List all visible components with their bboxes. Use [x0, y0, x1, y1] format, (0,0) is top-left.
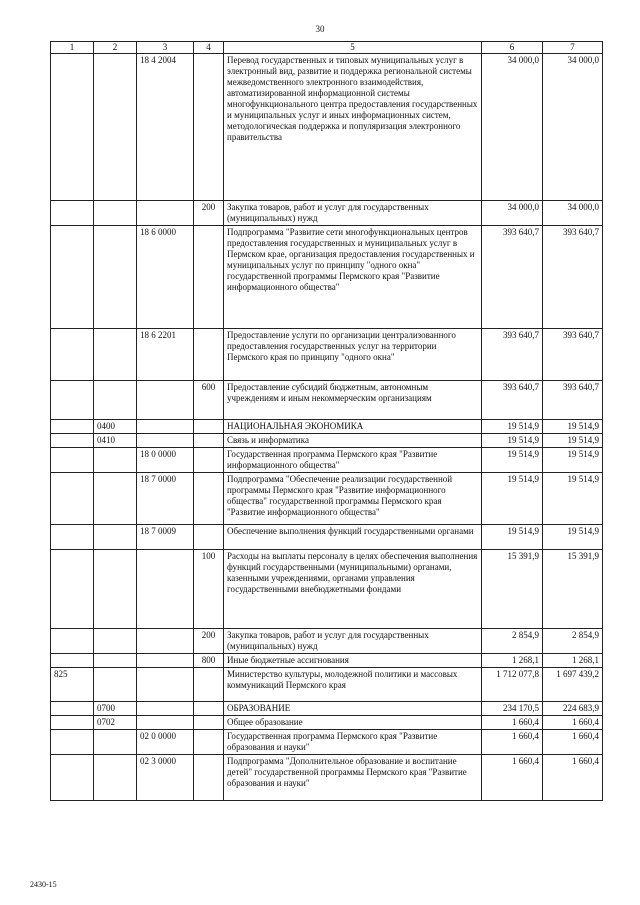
table-row: [51, 448, 603, 473]
table-row: [51, 629, 603, 654]
code-cell-3: 18 6 2201: [137, 329, 194, 381]
page-number: 30: [315, 24, 325, 34]
item-name-cell: Подпрограмма "Дополнительное образование и воспитание детей" государственной программы Пермского края "Развитие образования и науки": [224, 755, 482, 801]
code-cell-2: [94, 550, 137, 629]
column-header: 4: [194, 42, 224, 54]
column-header: 1: [51, 42, 94, 54]
code-cell-4: [194, 755, 224, 801]
code-cell-1: [51, 226, 94, 329]
table-row: [51, 654, 603, 668]
column-header: 3: [137, 42, 194, 54]
amount-cell-7: 19 514,9: [543, 448, 603, 473]
code-cell-1: [51, 730, 94, 755]
amount-cell-7: 1 660,4: [543, 716, 603, 730]
code-cell-1: [51, 329, 94, 381]
table-row: [51, 201, 603, 226]
column-header: 2: [94, 42, 137, 54]
amount-cell-6: 1 268,1: [482, 654, 543, 668]
code-cell-3: 02 0 0000: [137, 730, 194, 755]
code-cell-4: [194, 420, 224, 434]
amount-cell-7: 15 391,9: [543, 550, 603, 629]
table-row: [51, 668, 603, 702]
code-cell-1: [51, 54, 94, 201]
code-cell-3: [137, 716, 194, 730]
code-cell-1: [51, 448, 94, 473]
code-cell-3: 18 7 0000: [137, 473, 194, 525]
code-cell-2: [94, 329, 137, 381]
code-cell-3: [137, 550, 194, 629]
table-header-row: [51, 42, 603, 54]
table-row: [51, 420, 603, 434]
table-row: [51, 716, 603, 730]
code-cell-2: [94, 226, 137, 329]
item-name-cell: Расходы на выплаты персоналу в целях обеспечения выполнения функций государственными (муниципальными) органами, казенными учреждениями, органами управления государственными внебюджетными фондами: [224, 550, 482, 629]
item-name-cell: Обеспечение выполнения функций государственными органами: [224, 525, 482, 550]
amount-cell-7: 1 697 439,2: [543, 668, 603, 702]
code-cell-2: [94, 654, 137, 668]
amount-cell-6: 19 514,9: [482, 525, 543, 550]
item-name-cell: Государственная программа Пермского края "Развитие информационного общества": [224, 448, 482, 473]
code-cell-4: [194, 54, 224, 201]
code-cell-4: [194, 434, 224, 448]
code-cell-4: [194, 668, 224, 702]
amount-cell-6: 19 514,9: [482, 420, 543, 434]
code-cell-2: [94, 525, 137, 550]
amount-cell-7: 19 514,9: [543, 434, 603, 448]
amount-cell-7: 34 000,0: [543, 201, 603, 226]
code-cell-1: [51, 473, 94, 525]
amount-cell-6: 15 391,9: [482, 550, 543, 629]
amount-cell-7: 1 268,1: [543, 654, 603, 668]
budget-table: [50, 41, 603, 801]
amount-cell-7: 19 514,9: [543, 420, 603, 434]
amount-cell-6: 19 514,9: [482, 434, 543, 448]
amount-cell-6: 393 640,7: [482, 381, 543, 420]
table-row: [51, 329, 603, 381]
code-cell-1: [51, 201, 94, 226]
code-cell-3: [137, 654, 194, 668]
code-cell-1: [51, 629, 94, 654]
code-cell-4: 100: [194, 550, 224, 629]
table-row: [51, 381, 603, 420]
item-name-cell: Министерство культуры, молодежной политики и массовых коммуникаций Пермского края: [224, 668, 482, 702]
amount-cell-7: 224 683,9: [543, 702, 603, 716]
item-name-cell: Подпрограмма "Обеспечение реализации государственной программы Пермского края "Развитие информационного общества" государственной программы Пермского края "Развитие информационного общества": [224, 473, 482, 525]
code-cell-1: [51, 716, 94, 730]
code-cell-2: [94, 54, 137, 201]
table-row: [51, 550, 603, 629]
code-cell-4: [194, 730, 224, 755]
code-cell-3: 02 3 0000: [137, 755, 194, 801]
code-cell-3: [137, 381, 194, 420]
code-cell-2: 0400: [94, 420, 137, 434]
item-name-cell: Общее образование: [224, 716, 482, 730]
amount-cell-7: 1 660,4: [543, 755, 603, 801]
code-cell-1: [51, 550, 94, 629]
item-name-cell: Закупка товаров, работ и услуг для государственных (муниципальных) нужд: [224, 629, 482, 654]
code-cell-2: 0700: [94, 702, 137, 716]
amount-cell-7: 393 640,7: [543, 226, 603, 329]
code-cell-1: [51, 654, 94, 668]
table-row: [51, 434, 603, 448]
code-cell-4: 800: [194, 654, 224, 668]
amount-cell-7: 2 854,9: [543, 629, 603, 654]
table-row: [51, 54, 603, 201]
code-cell-3: [137, 702, 194, 716]
amount-cell-7: 34 000,0: [543, 54, 603, 201]
table-row: [51, 525, 603, 550]
code-cell-3: 18 6 0000: [137, 226, 194, 329]
code-cell-2: [94, 381, 137, 420]
code-cell-2: [94, 201, 137, 226]
code-cell-3: [137, 668, 194, 702]
code-cell-3: [137, 420, 194, 434]
code-cell-1: [51, 525, 94, 550]
code-cell-2: 0410: [94, 434, 137, 448]
amount-cell-6: 2 854,9: [482, 629, 543, 654]
amount-cell-6: 1 660,4: [482, 730, 543, 755]
amount-cell-6: 1 712 077,8: [482, 668, 543, 702]
amount-cell-7: 1 660,4: [543, 730, 603, 755]
table-row: [51, 226, 603, 329]
document-code: 2430-15: [30, 880, 57, 889]
code-cell-4: [194, 448, 224, 473]
amount-cell-6: 1 660,4: [482, 716, 543, 730]
amount-cell-6: 393 640,7: [482, 226, 543, 329]
item-name-cell: Закупка товаров, работ и услуг для государственных (муниципальных) нужд: [224, 201, 482, 226]
code-cell-4: [194, 329, 224, 381]
code-cell-2: [94, 730, 137, 755]
code-cell-3: [137, 629, 194, 654]
code-cell-2: [94, 629, 137, 654]
code-cell-2: 0702: [94, 716, 137, 730]
item-name-cell: НАЦИОНАЛЬНАЯ ЭКОНОМИКА: [224, 420, 482, 434]
amount-cell-7: 393 640,7: [543, 381, 603, 420]
code-cell-2: [94, 473, 137, 525]
code-cell-1: [51, 755, 94, 801]
amount-cell-6: 34 000,0: [482, 54, 543, 201]
amount-cell-6: 1 660,4: [482, 755, 543, 801]
item-name-cell: Перевод государственных и типовых муниципальных услуг в электронный вид, развитие и поддержка региональной системы межведомственного электронного взаимодействия, автоматизированной информационной системы многофункционального центра предоставления государственных и муниципальных услуг и иных информационных систем, методологическая поддержка и популяризация электронного правительства: [224, 54, 482, 201]
code-cell-2: [94, 668, 137, 702]
code-cell-4: [194, 525, 224, 550]
table-row: [51, 755, 603, 801]
code-cell-3: [137, 434, 194, 448]
table-row: [51, 473, 603, 525]
code-cell-1: [51, 420, 94, 434]
code-cell-3: 18 4 2004: [137, 54, 194, 201]
amount-cell-6: 19 514,9: [482, 473, 543, 525]
code-cell-4: [194, 702, 224, 716]
amount-cell-6: 234 170,5: [482, 702, 543, 716]
code-cell-2: [94, 755, 137, 801]
code-cell-3: 18 0 0000: [137, 448, 194, 473]
code-cell-4: 200: [194, 201, 224, 226]
item-name-cell: Предоставление субсидий бюджетным, автономным учреждениям и иным некоммерческим организациям: [224, 381, 482, 420]
amount-cell-7: 393 640,7: [543, 329, 603, 381]
table-row: [51, 702, 603, 716]
code-cell-1: [51, 702, 94, 716]
column-header: 7: [543, 42, 603, 54]
code-cell-4: [194, 473, 224, 525]
code-cell-1: [51, 381, 94, 420]
code-cell-2: [94, 448, 137, 473]
column-header: 6: [482, 42, 543, 54]
amount-cell-6: 19 514,9: [482, 448, 543, 473]
item-name-cell: Иные бюджетные ассигнования: [224, 654, 482, 668]
amount-cell-6: 393 640,7: [482, 329, 543, 381]
code-cell-3: [137, 201, 194, 226]
code-cell-3: 18 7 0009: [137, 525, 194, 550]
item-name-cell: ОБРАЗОВАНИЕ: [224, 702, 482, 716]
item-name-cell: Связь и информатика: [224, 434, 482, 448]
amount-cell-6: 34 000,0: [482, 201, 543, 226]
item-name-cell: Подпрограмма "Развитие сети многофункциональных центров предоставления государственных и муниципальных услуг в Пермском крае, организация предоставления государственных и муниципальных услуг по принципу "одного окна" государственной программы Пермского края "Развитие информационного общества": [224, 226, 482, 329]
code-cell-4: [194, 716, 224, 730]
code-cell-1: [51, 434, 94, 448]
amount-cell-7: 19 514,9: [543, 525, 603, 550]
amount-cell-7: 19 514,9: [543, 473, 603, 525]
table-row: [51, 730, 603, 755]
item-name-cell: Государственная программа Пермского края "Развитие образования и науки": [224, 730, 482, 755]
column-header: 5: [224, 42, 482, 54]
item-name-cell: Предоставление услуги по организации централизованного предоставления государственных услуг на территории Пермского края по принципу "одного окна": [224, 329, 482, 381]
code-cell-1: 825: [51, 668, 94, 702]
code-cell-4: 600: [194, 381, 224, 420]
code-cell-4: 200: [194, 629, 224, 654]
code-cell-4: [194, 226, 224, 329]
